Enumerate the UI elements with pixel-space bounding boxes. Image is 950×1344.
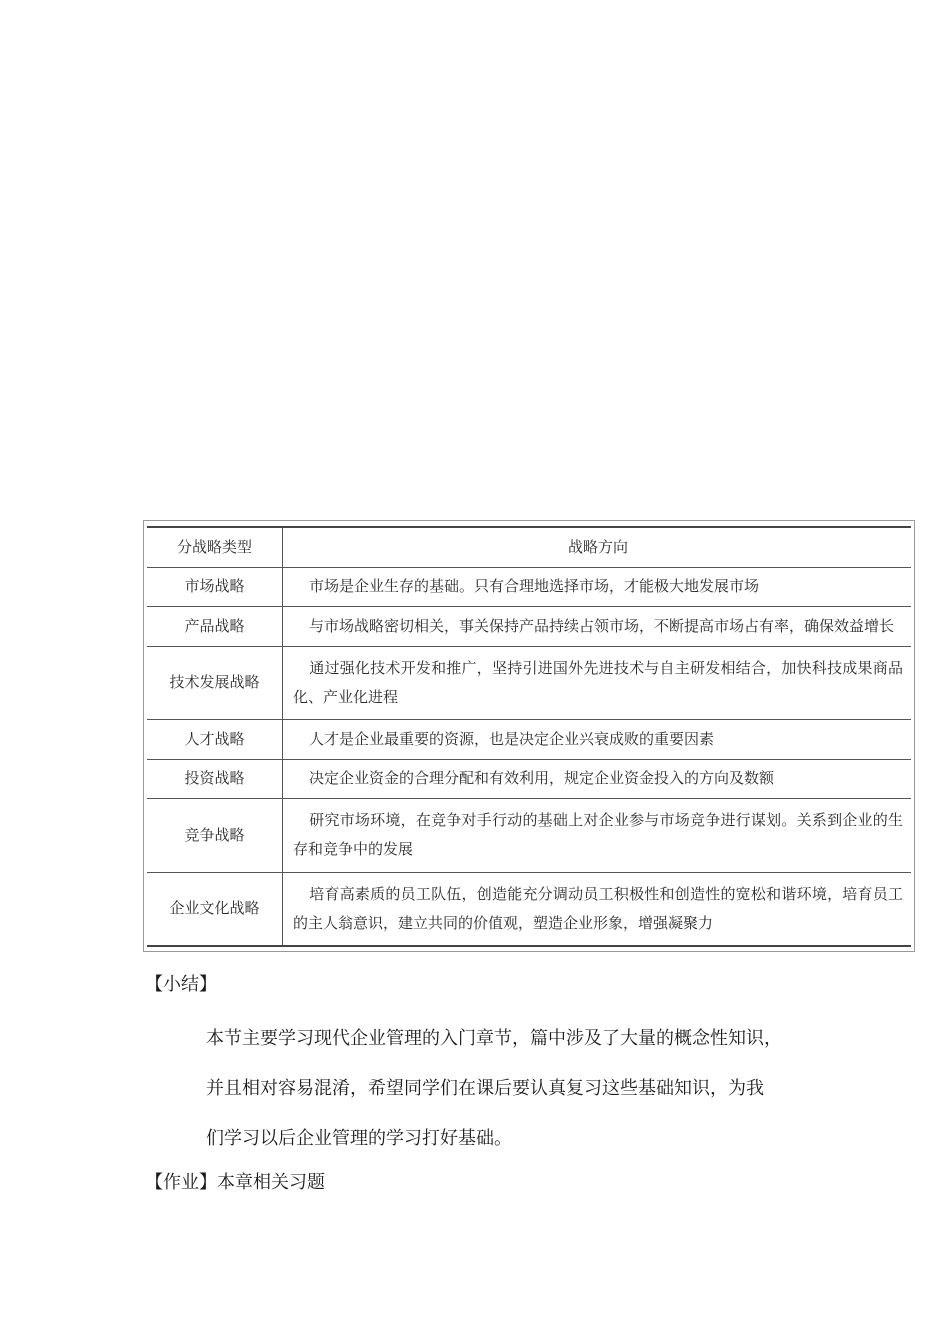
strategy-direction-text: 培育高素质的员工队伍，创造能充分调动员工积极性和创造性的宽松和谐环境，培育员工的主人翁意识，建立共同的价值观，塑造企业形象，增强凝聚力 [293,884,903,932]
strategy-direction-text: 人才是企业最重要的资源，也是决定企业兴衰成败的重要因素 [309,729,715,748]
summary-line: 并且相对容易混淆，希望同学们在课后要认真复习这些基础知识，为我 [206,1078,764,1099]
summary-line: 们学习以后企业管理的学习打好基础。 [206,1128,512,1149]
table-row [147,759,911,799]
strategy-direction-text: 市场是企业生存的基础。只有合理地选择市场，才能极大地发展市场 [309,577,760,596]
strategy-type-cell: 产品战略 [147,607,283,647]
table-row [147,646,911,719]
strategy-type-cell: 人才战略 [147,720,283,760]
strategy-type-cell: 市场战略 [147,567,283,607]
strategy-direction-cell [283,646,912,719]
strategy-direction-text: 研究市场环境，在竞争对手行动的基础上对企业参与市场竞争进行谋划。关系到企业的生存和竞争中的发展 [293,811,903,859]
header-strategy-type: 分战略类型 [147,527,283,567]
summary-line: 本节主要学习现代企业管理的入门章节，篇中涉及了大量的概念性知识， [206,1028,782,1049]
strategy-direction-text: 决定企业资金的合理分配和有效利用，规定企业资金投入的方向及数额 [309,769,775,788]
table-row [147,799,911,872]
table-row [147,872,911,946]
strategy-direction-cell [283,567,912,607]
strategy-direction-cell [283,759,912,799]
strategy-type-cell: 投资战略 [147,759,283,799]
table-row [147,567,911,607]
strategy-type-cell: 竞争战略 [147,799,283,872]
summary-heading: 【小结】 [145,974,217,995]
strategy-direction-text: 通过强化技术开发和推广，坚持引进国外先进技术与自主研发相结合，加快科技成果商品化、产业化进程 [293,658,903,706]
strategy-direction-cell [283,799,912,872]
header-strategy-direction: 战略方向 [283,527,912,567]
table-header-row [147,527,911,567]
strategy-direction-cell [283,720,912,760]
table-row [147,720,911,760]
strategy-direction-cell [283,872,912,946]
strategy-direction-cell [283,607,912,647]
summary-paragraph [206,1014,846,1164]
strategy-type-cell: 技术发展战略 [147,646,283,719]
strategy-table-frame [143,520,915,952]
homework-line: 【作业】本章相关习题 [145,1172,325,1193]
strategy-table [147,526,911,947]
strategy-type-cell: 企业文化战略 [147,872,283,946]
table-row [147,607,911,647]
strategy-direction-text: 与市场战略密切相关，事关保持产品持续占领市场，不断提高市场占有率，确保效益增长 [309,616,895,635]
